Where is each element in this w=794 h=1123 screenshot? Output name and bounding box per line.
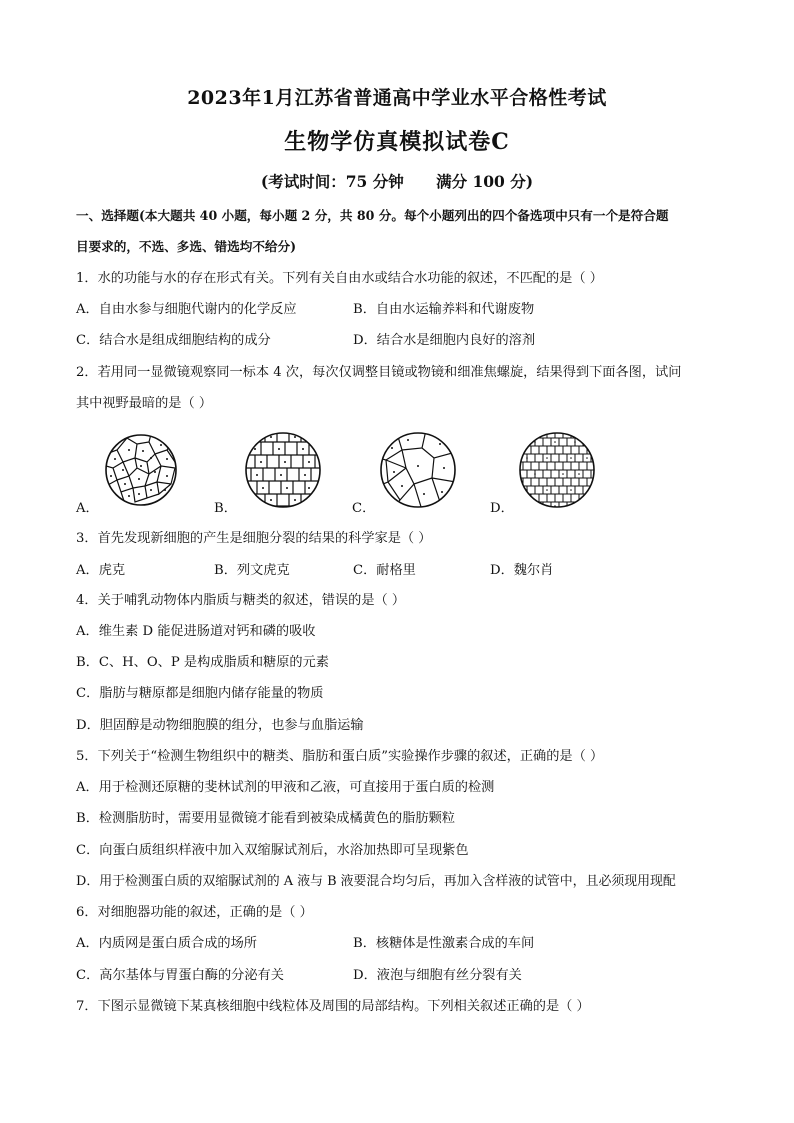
q7-stem: 7．下图示显微镜下某真核细胞中线粒体及周围的局部结构。下列相关叙述正确的是（ ） xyxy=(76,999,590,1014)
q1-option-c: C．结合水是组成细胞结构的成分 xyxy=(76,333,271,348)
q3-option-b: B．列文虎克 xyxy=(214,563,290,578)
q5-stem: 5．下列关于“检测生物组织中的糖类、脂肪和蛋白质”实验操作步骤的叙述，正确的是（ ） xyxy=(76,749,604,764)
q2-option-c: C． xyxy=(352,501,376,516)
q4-option-b: B．C、H、O、P 是构成脂质和糖原的元素 xyxy=(76,655,329,670)
section-intro-line2: 目要求的，不选、多选、错选均不给分) xyxy=(76,239,297,254)
q4-option-c: C．脂肪与糖原都是细胞内储存能量的物质 xyxy=(76,686,324,701)
q3-option-d: D．魏尔肖 xyxy=(490,563,554,578)
q6-option-d: D．液泡与细胞有丝分裂有关 xyxy=(353,968,522,983)
q1-option-a: A．自由水参与细胞代谢内的化学反应 xyxy=(76,302,297,317)
section-intro-line1: 一、选择题(本大题共 40 小题，每小题 2 分，共 80 分。每个小题列出的四个备选项中只有一个是符合题 xyxy=(76,208,669,223)
q5-option-b: B．检测脂肪时，需要用显微镜才能看到被染成橘黄色的脂肪颗粒 xyxy=(76,811,455,826)
q1-option-d: D．结合水是细胞内良好的溶剂 xyxy=(353,333,536,348)
q6-option-a: A．内质网是蛋白质合成的场所 xyxy=(76,936,257,951)
exam-title: 2023年1月江苏省普通高中学业水平合格性考试 xyxy=(187,87,607,109)
q2-option-d: D． xyxy=(490,501,514,516)
q2-stem-line1: 2．若用同一显微镜观察同一标本 4 次，每次仅调整目镜或物镜和细准焦螺旋，结果得到下面各图，试问 xyxy=(76,365,682,380)
microscope-view-b xyxy=(243,430,323,510)
microscope-view-c xyxy=(378,430,458,510)
exam-time-score: (考试时间：75 分钟 满分 100 分) xyxy=(260,172,534,191)
q1-option-b: B．自由水运输养料和代谢废物 xyxy=(353,302,535,317)
q5-option-a: A．用于检测还原糖的斐林试剂的甲液和乙液，可直接用于蛋白质的检测 xyxy=(76,780,495,795)
q3-option-a: A．虎克 xyxy=(76,563,126,578)
q4-option-d: D．胆固醇是动物细胞膜的组分，也参与血脂运输 xyxy=(76,718,364,733)
q6-option-c: C．高尔基体与胃蛋白酶的分泌有关 xyxy=(76,968,284,983)
q6-option-b: B．核糖体是性激素合成的车间 xyxy=(353,936,535,951)
q2-option-b: B． xyxy=(214,501,237,516)
q5-option-d: D．用于检测蛋白质的双缩脲试剂的 A 液与 B 液要混合均匀后，再加入含样液的试管中，且必须现用现配 xyxy=(76,874,676,889)
microscope-view-d xyxy=(517,430,597,510)
q5-option-c: C．向蛋白质组织样液中加入双缩脲试剂后，水浴加热即可呈现紫色 xyxy=(76,843,469,858)
q2-stem-line2: 其中视野最暗的是（ ） xyxy=(76,396,213,411)
q6-stem: 6．对细胞器功能的叙述，正确的是（ ） xyxy=(76,905,313,920)
exam-subtitle: 生物学仿真模拟试卷C xyxy=(284,129,510,155)
q3-stem: 3．首先发现新细胞的产生是细胞分裂的结果的科学家是（ ） xyxy=(76,531,432,546)
q1-stem: 1．水的功能与水的存在形式有关。下列有关自由水或结合水功能的叙述，不匹配的是（ ） xyxy=(76,271,603,286)
microscope-view-a xyxy=(103,432,179,508)
q4-stem: 4．关于哺乳动物体内脂质与糖类的叙述，错误的是（ ） xyxy=(76,593,406,608)
q2-option-a: A． xyxy=(76,501,99,516)
q3-option-c: C．耐格里 xyxy=(353,563,416,578)
q4-option-a: A．维生素 D 能促进肠道对钙和磷的吸收 xyxy=(76,624,316,639)
